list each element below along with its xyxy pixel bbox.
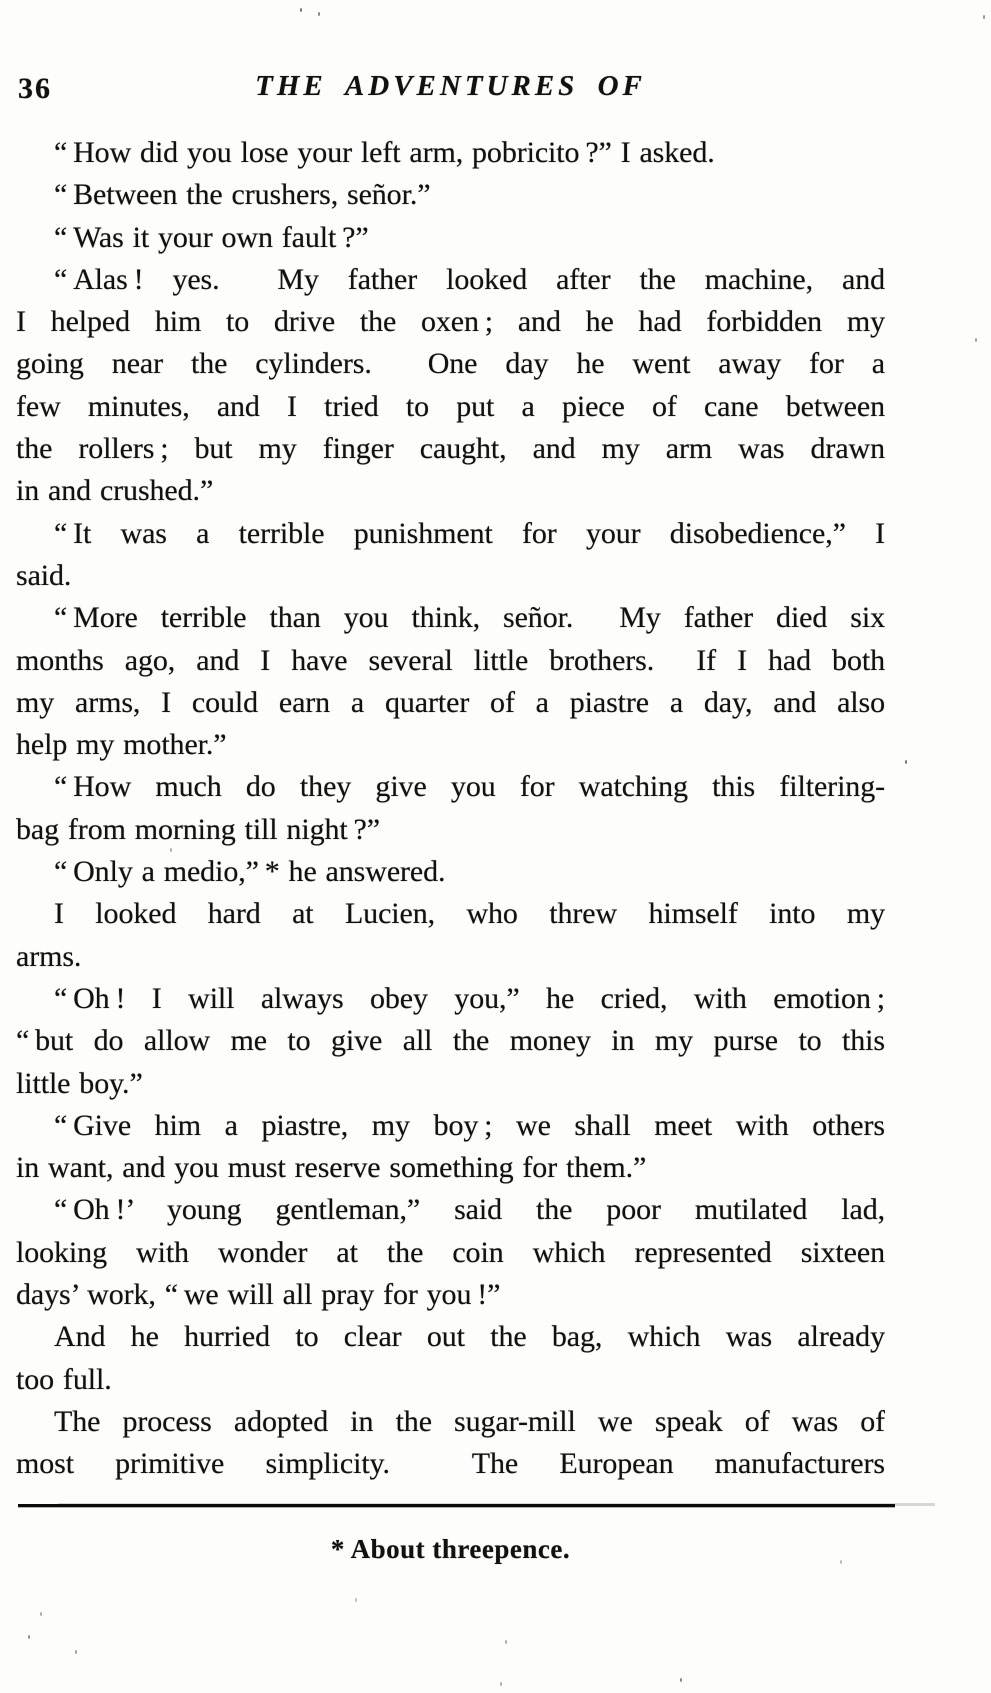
footnote: * About threepence. (330, 1534, 571, 1564)
text-line: few minutes, and I tried to put a piece of cane between (16, 389, 885, 423)
text-line: “ How did you lose your left arm, pobricito ?” I asked. (54, 136, 715, 169)
body-text (16, 132, 885, 1486)
text-line: “ How much do they give you for watching this filtering- (54, 770, 885, 804)
text-line: in and crushed.” (16, 474, 214, 508)
text-line: in want, and you must reserve something for them.” (16, 1151, 647, 1185)
text-line: “ Only a medio,” * he answered. (54, 855, 446, 889)
text-line: bag from morning till night ?” (16, 812, 380, 846)
footnote-rule (18, 1504, 895, 1507)
text-line: “ Oh !’ young gentleman,” said the poor mutilated lad, (54, 1193, 885, 1227)
page-number: 36 (18, 72, 52, 105)
text-line: “ More terrible than you think, señor. My father died six (54, 601, 885, 635)
text-line: going near the cylinders. One day he went away for a (16, 347, 885, 381)
page-header (16, 70, 885, 110)
text-line: said. (16, 558, 72, 592)
running-title: THE ADVENTURES OF (255, 70, 646, 102)
text-line: “ Oh ! I will always obey you,” he cried, with emotion ; (54, 981, 885, 1015)
text-line: The process adopted in the sugar-mill we speak of was of (54, 1404, 885, 1438)
text-line: “ Was it your own fault ?” (54, 220, 369, 254)
text-line: arms. (16, 939, 82, 973)
text-line: too full. (16, 1362, 112, 1396)
text-line: most primitive simplicity. The European manufacturers (16, 1447, 885, 1481)
text-line: I looked hard at Lucien, who threw himself into my (54, 897, 885, 931)
text-line: my arms, I could earn a quarter of a piastre a day, and also (16, 685, 885, 719)
scan-speck (300, 8, 302, 12)
text-line: “ but do allow me to give all the money in my purse to this (16, 1024, 885, 1058)
text-line: “ Give him a piastre, my boy ; we shall meet with others (54, 1108, 885, 1142)
text-line: the rollers ; but my finger caught, and my arm was drawn (16, 432, 885, 466)
text-line: days’ work, “ we will all pray for you !” (16, 1278, 501, 1312)
text-line: help my mother.” (16, 728, 227, 762)
text-line: And he hurried to clear out the bag, which was already (54, 1320, 885, 1354)
text-line: I helped him to drive the oxen ; and he had forbidden my (16, 305, 885, 339)
text-line: “ Between the crushers, señor.” (54, 178, 431, 212)
text-line: looking with wonder at the coin which represented sixteen (16, 1235, 885, 1269)
text-line: months ago, and I have several little brothers. If I had both (16, 643, 885, 677)
text-line: “ It was a terrible punishment for your disobedience,” I (54, 516, 885, 550)
text-line: “ Alas ! yes. My father looked after the machine, and (54, 262, 885, 296)
text-line: little boy.” (16, 1066, 143, 1100)
